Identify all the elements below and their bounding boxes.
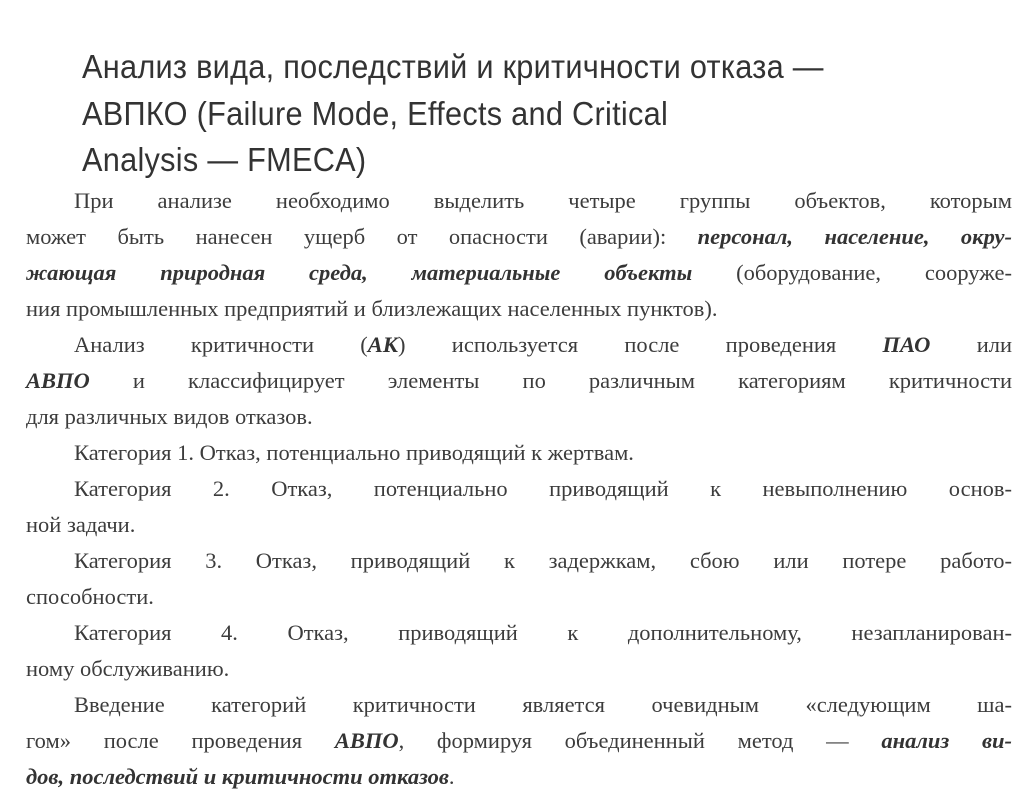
text-line: При анализе необходимо выделить четыре группы объектов, которым xyxy=(74,188,1012,213)
text-run: . xyxy=(448,764,455,789)
emphasis-text: персонал, население, окру- xyxy=(697,224,1013,249)
title-line-1: Анализ вида, последствий и критичности отказа — xyxy=(82,48,824,85)
paragraph-category-2 xyxy=(26,471,1012,543)
emphasis-text: жающая природная среда, материальные объекты xyxy=(26,260,693,285)
text-line: Категория 1. Отказ, потенциально приводящий к жертвам. xyxy=(74,440,634,465)
text-line: ной задачи. xyxy=(26,512,136,537)
text-run: ) используется после проведения xyxy=(398,332,883,357)
text-run: (оборудование, сооруже- xyxy=(692,260,1012,285)
document-body xyxy=(26,183,1012,795)
text-line: способности. xyxy=(26,584,154,609)
text-line xyxy=(26,759,1012,795)
text-line: Введение категорий критичности является очевидным «следующим ша- xyxy=(74,692,1012,717)
emphasis-text: дов, последствий и критичности отказов xyxy=(26,764,449,789)
page-title xyxy=(82,44,938,184)
text-line: Категория 3. Отказ, приводящий к задержкам, сбою или потере работо- xyxy=(74,548,1012,573)
text-line xyxy=(26,363,1012,399)
text-line: для различных видов отказов. xyxy=(26,404,313,429)
paragraph-category-4 xyxy=(26,615,1012,687)
emphasis-text: анализ ви- xyxy=(881,728,1013,753)
text-line: Категория 2. Отказ, потенциально приводящий к невыполнению основ- xyxy=(74,476,1012,501)
emphasis-text: ПАО xyxy=(882,332,931,357)
emphasis-text: АК xyxy=(367,332,399,357)
text-line xyxy=(26,255,1012,291)
text-run: может быть нанесен ущерб от опасности (аварии): xyxy=(26,224,698,249)
paragraph-category-1 xyxy=(26,435,1012,471)
paragraph-conclusion xyxy=(26,687,1012,795)
text-line: ному обслуживанию. xyxy=(26,656,230,681)
text-run: или xyxy=(930,332,1013,357)
text-run: и классифицирует элементы по различным категориям критичности xyxy=(89,368,1012,393)
text-run: , формируя объединенный метод — xyxy=(398,728,882,753)
title-line-2: АВПКО (Failure Mode, Effects and Critical xyxy=(82,94,669,132)
text-run: гом» после проведения xyxy=(26,728,335,753)
text-line xyxy=(26,219,1012,255)
title-line-3: Analysis — FMECA) xyxy=(82,141,367,178)
paragraph-criticality-analysis xyxy=(26,327,1012,435)
text-line xyxy=(26,723,1012,759)
emphasis-text: АВПО xyxy=(26,368,90,393)
text-line: ния промышленных предприятий и близлежащих населенных пунктов). xyxy=(26,296,718,321)
paragraph-objects-groups xyxy=(26,183,1012,327)
emphasis-text: АВПО xyxy=(334,728,399,753)
paragraph-category-3 xyxy=(26,543,1012,615)
text-line xyxy=(26,327,1012,363)
text-line: Категория 4. Отказ, приводящий к дополнительному, незапланирован- xyxy=(74,620,1012,645)
text-run: Анализ критичности ( xyxy=(74,332,368,357)
